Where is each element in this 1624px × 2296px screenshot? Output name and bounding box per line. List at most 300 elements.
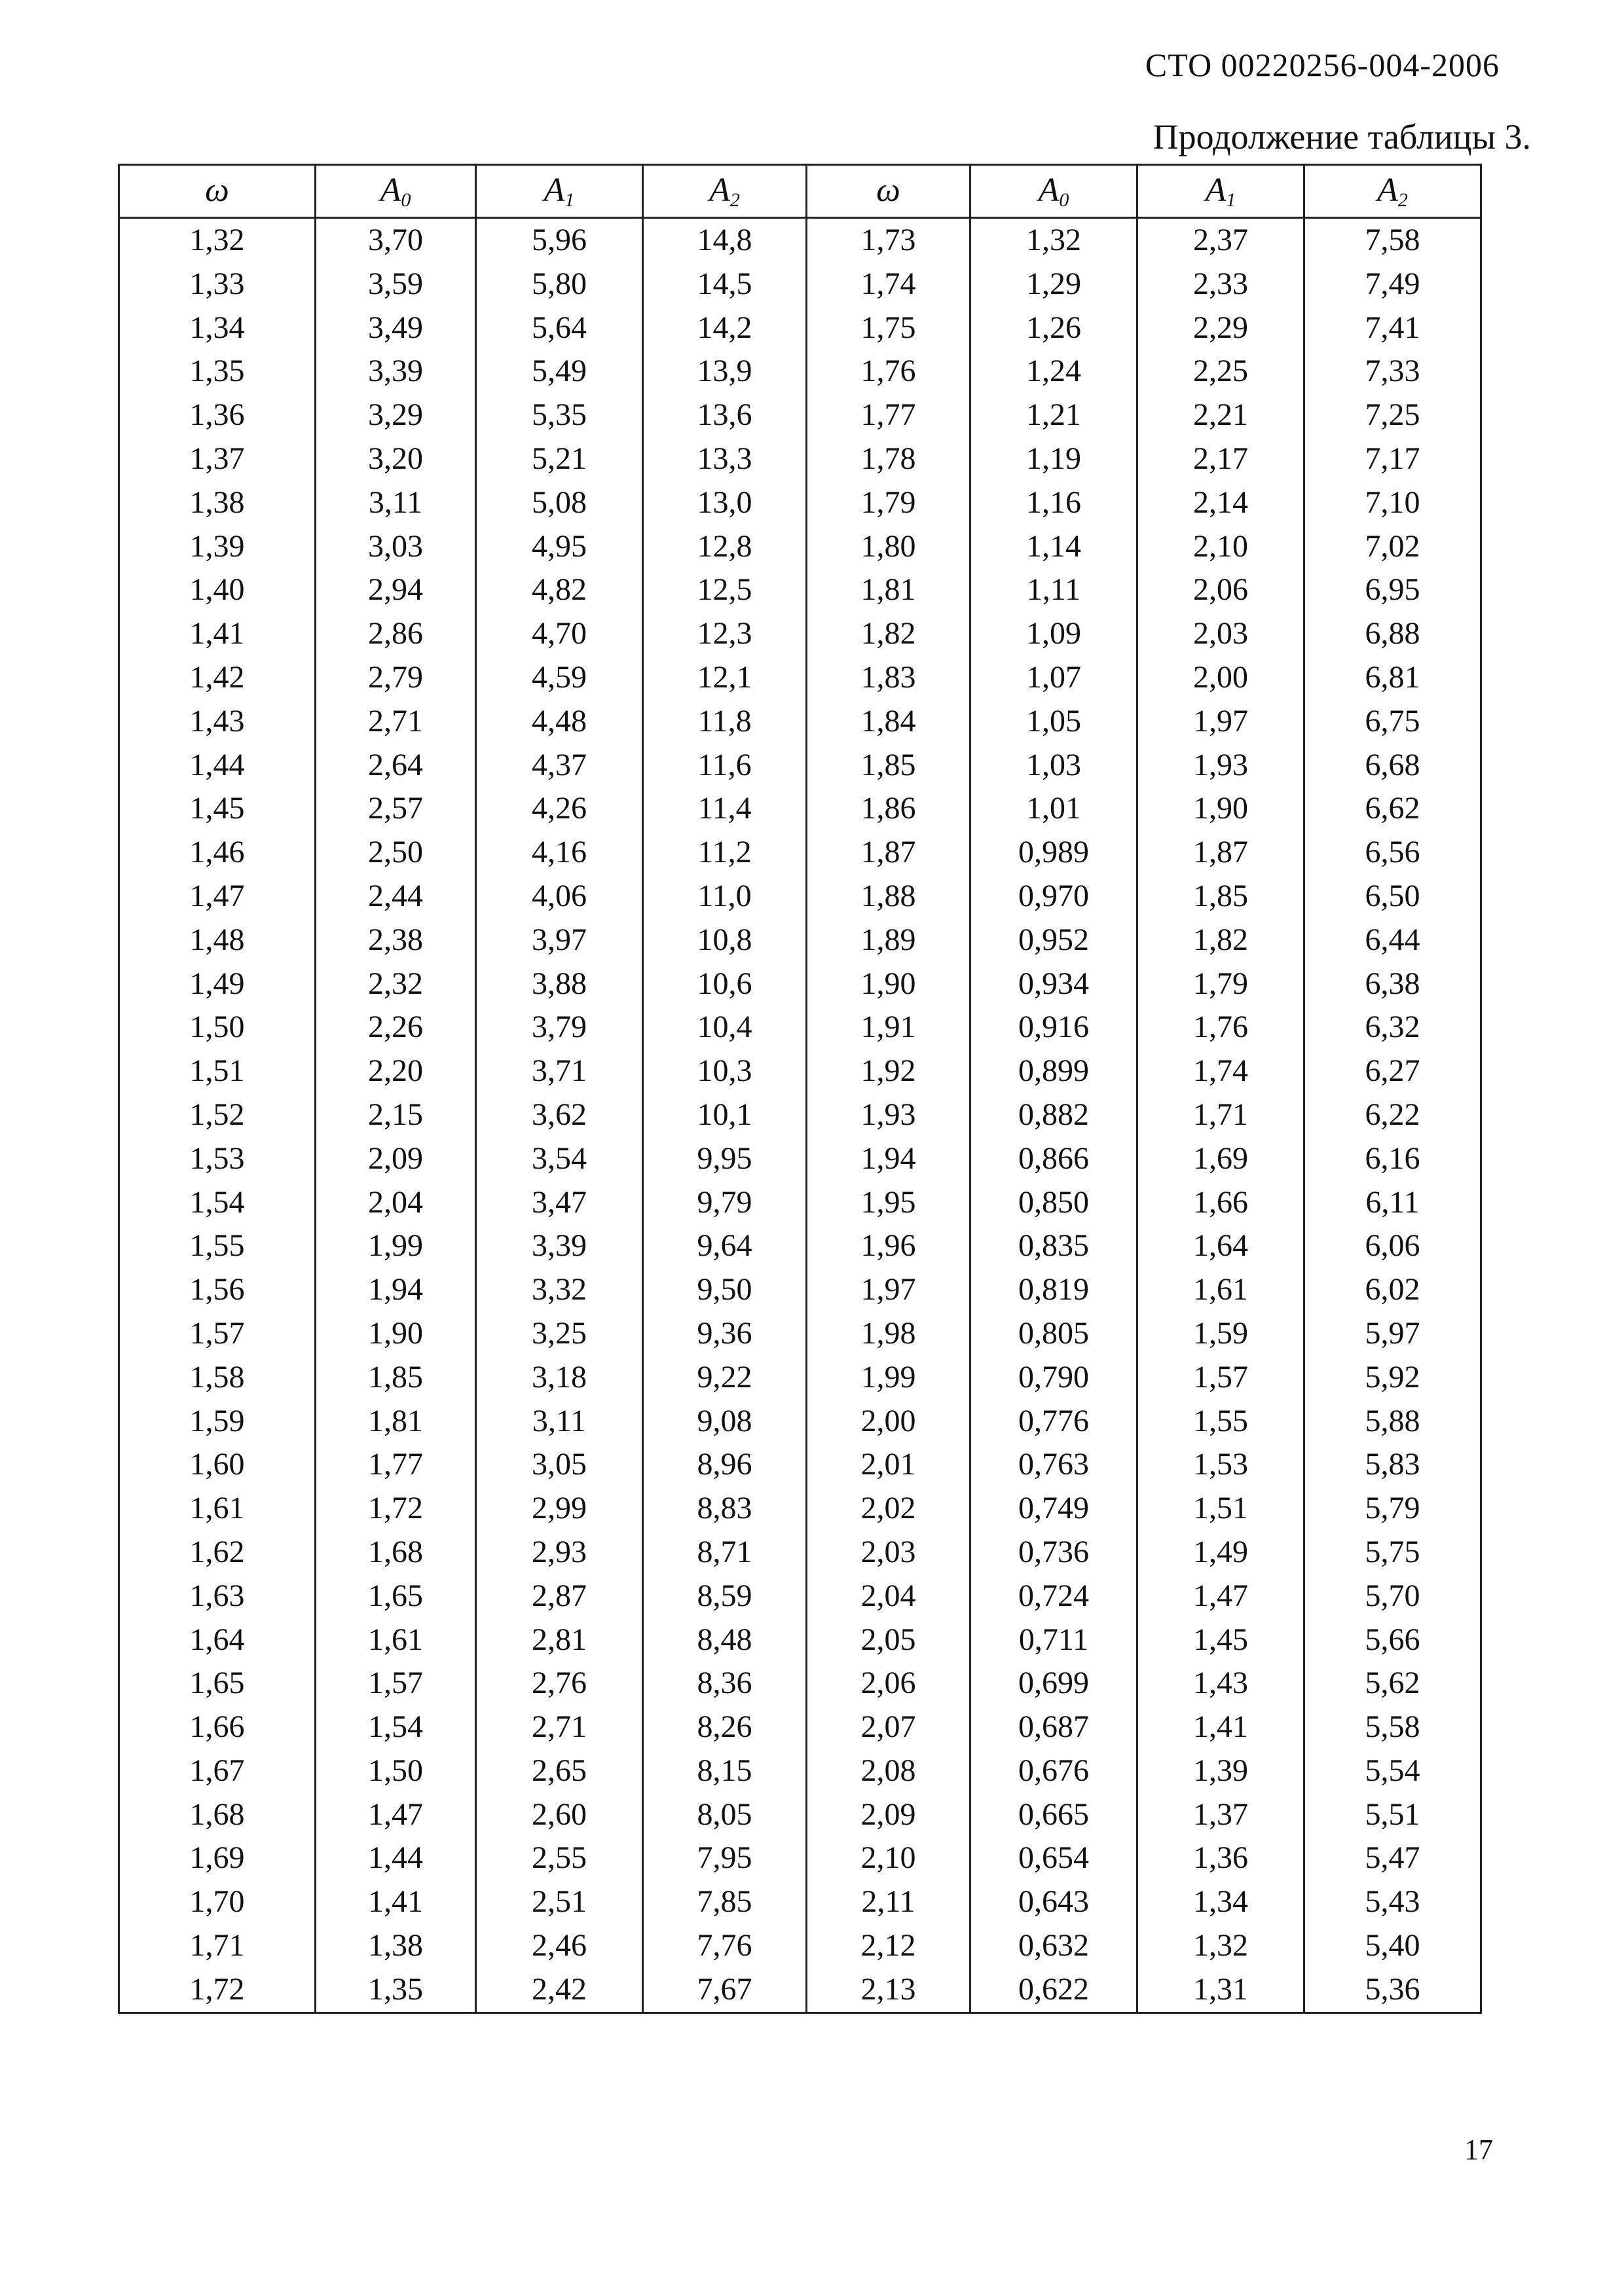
- table-cell: 1,69: [119, 1836, 316, 1880]
- table-row: [119, 1224, 1481, 1268]
- table-cell: 1,99: [807, 1356, 970, 1400]
- table-cell: 8,71: [643, 1531, 807, 1575]
- table-cell: 4,70: [476, 612, 643, 656]
- table-cell: 1,62: [119, 1531, 316, 1575]
- table-cell: 6,06: [1304, 1224, 1481, 1268]
- data-table: [118, 164, 1482, 2014]
- table-cell: 5,51: [1304, 1793, 1481, 1837]
- table-cell: 0,970: [970, 875, 1137, 919]
- table-row: [119, 1356, 1481, 1400]
- table-cell: 2,00: [1137, 656, 1304, 700]
- table-cell: 1,86: [807, 787, 970, 831]
- table-cell: 7,41: [1304, 306, 1481, 350]
- table-cell: 3,18: [476, 1356, 643, 1400]
- table-cell: 5,80: [476, 263, 643, 306]
- table-cell: 2,05: [807, 1618, 970, 1662]
- table-cell: 3,39: [476, 1224, 643, 1268]
- table-cell: 2,25: [1137, 350, 1304, 393]
- table-row: [119, 393, 1481, 437]
- table-cell: 9,79: [643, 1181, 807, 1225]
- table-cell: 1,55: [1137, 1400, 1304, 1444]
- table-cell: 1,32: [970, 218, 1137, 263]
- table-cell: 4,16: [476, 831, 643, 875]
- table-row: [119, 962, 1481, 1006]
- col-header-a2: $A_2$: [643, 165, 807, 218]
- table-cell: 1,39: [119, 525, 316, 569]
- table-row: [119, 656, 1481, 700]
- table-cell: 4,82: [476, 568, 643, 612]
- table-cell: 0,687: [970, 1705, 1137, 1749]
- table-cell: 7,10: [1304, 481, 1481, 525]
- table-cell: 4,95: [476, 525, 643, 569]
- table-cell: 1,68: [316, 1531, 476, 1575]
- table-cell: 2,12: [807, 1924, 970, 1968]
- table-cell: 1,49: [1137, 1531, 1304, 1575]
- table-row: [119, 919, 1481, 962]
- table-cell: 1,29: [970, 263, 1137, 306]
- table-cell: 0,622: [970, 1968, 1137, 2013]
- table-cell: 0,763: [970, 1443, 1137, 1487]
- table-cell: 1,77: [807, 393, 970, 437]
- table-cell: 1,89: [807, 919, 970, 962]
- table-row: [119, 1662, 1481, 1705]
- table-cell: 1,47: [316, 1793, 476, 1837]
- table-cell: 3,79: [476, 1006, 643, 1049]
- table-row: [119, 1880, 1481, 1924]
- table-cell: 1,80: [807, 525, 970, 569]
- table-cell: 9,64: [643, 1224, 807, 1268]
- table-cell: 2,10: [807, 1836, 970, 1880]
- table-cell: 6,38: [1304, 962, 1481, 1006]
- table-row: [119, 612, 1481, 656]
- table-cell: 2,15: [316, 1093, 476, 1137]
- table-cell: 3,11: [476, 1400, 643, 1444]
- table-row: [119, 1793, 1481, 1837]
- table-cell: 3,25: [476, 1312, 643, 1356]
- table-cell: 2,42: [476, 1968, 643, 2013]
- table-cell: 2,55: [476, 1836, 643, 1880]
- table-row: [119, 218, 1481, 263]
- table-cell: 1,59: [1137, 1312, 1304, 1356]
- table-cell: 6,68: [1304, 744, 1481, 788]
- table-cell: 1,32: [1137, 1924, 1304, 1968]
- table-cell: 2,07: [807, 1705, 970, 1749]
- table-row: [119, 1749, 1481, 1793]
- table-cell: 1,56: [119, 1268, 316, 1312]
- table-cell: 1,81: [316, 1400, 476, 1444]
- table-cell: 7,25: [1304, 393, 1481, 437]
- table-cell: 5,79: [1304, 1487, 1481, 1531]
- table-cell: 2,08: [807, 1749, 970, 1793]
- table-cell: 1,51: [119, 1049, 316, 1093]
- table-cell: 5,62: [1304, 1662, 1481, 1705]
- table-cell: 5,21: [476, 437, 643, 481]
- table-cell: 1,71: [1137, 1093, 1304, 1137]
- table-cell: 1,93: [1137, 744, 1304, 788]
- table-cell: 3,39: [316, 350, 476, 393]
- table-cell: 1,44: [316, 1836, 476, 1880]
- table-cell: 1,54: [316, 1705, 476, 1749]
- table-cell: 0,654: [970, 1836, 1137, 1880]
- table-cell: 2,11: [807, 1880, 970, 1924]
- table-cell: 0,934: [970, 962, 1137, 1006]
- table-cell: 1,57: [316, 1662, 476, 1705]
- table-cell: 10,4: [643, 1006, 807, 1049]
- table-cell: 13,3: [643, 437, 807, 481]
- table-cell: 9,50: [643, 1268, 807, 1312]
- table-cell: 3,59: [316, 263, 476, 306]
- table-cell: 8,48: [643, 1618, 807, 1662]
- table-cell: 2,17: [1137, 437, 1304, 481]
- table-cell: 1,50: [316, 1749, 476, 1793]
- table-cell: 5,58: [1304, 1705, 1481, 1749]
- table-cell: 2,01: [807, 1443, 970, 1487]
- table-cell: 12,1: [643, 656, 807, 700]
- table-row: [119, 1575, 1481, 1618]
- table-cell: 5,70: [1304, 1575, 1481, 1618]
- table-cell: 0,916: [970, 1006, 1137, 1049]
- table-cell: 2,09: [316, 1137, 476, 1181]
- table-cell: 1,68: [119, 1793, 316, 1837]
- table-cell: 0,866: [970, 1137, 1137, 1181]
- table-cell: 7,76: [643, 1924, 807, 1968]
- table-row: [119, 1006, 1481, 1049]
- table-cell: 0,665: [970, 1793, 1137, 1837]
- table-row: [119, 1312, 1481, 1356]
- table-cell: 1,21: [970, 393, 1137, 437]
- table-cell: 2,03: [807, 1531, 970, 1575]
- table-cell: 1,57: [119, 1312, 316, 1356]
- table-row: [119, 1268, 1481, 1312]
- table-cell: 8,36: [643, 1662, 807, 1705]
- table-row: [119, 700, 1481, 744]
- table-cell: 2,93: [476, 1531, 643, 1575]
- table-cell: 5,83: [1304, 1443, 1481, 1487]
- table-cell: 0,835: [970, 1224, 1137, 1268]
- table-cell: 5,97: [1304, 1312, 1481, 1356]
- table-cell: 14,5: [643, 263, 807, 306]
- table-row: [119, 437, 1481, 481]
- table-header-row: [119, 165, 1481, 218]
- table-cell: 2,44: [316, 875, 476, 919]
- table-cell: 1,66: [119, 1705, 316, 1749]
- table-cell: 1,41: [119, 612, 316, 656]
- table-cell: 2,50: [316, 831, 476, 875]
- table-cell: 1,83: [807, 656, 970, 700]
- table-cell: 2,99: [476, 1487, 643, 1531]
- table-cell: 4,06: [476, 875, 643, 919]
- table-cell: 1,67: [119, 1749, 316, 1793]
- table-cell: 10,3: [643, 1049, 807, 1093]
- page-number: 17: [1464, 2134, 1493, 2166]
- table-cell: 3,03: [316, 525, 476, 569]
- table-cell: 1,38: [119, 481, 316, 525]
- table-cell: 1,47: [1137, 1575, 1304, 1618]
- table-cell: 1,90: [1137, 787, 1304, 831]
- table-cell: 0,850: [970, 1181, 1137, 1225]
- table-cell: 1,96: [807, 1224, 970, 1268]
- table-cell: 1,16: [970, 481, 1137, 525]
- table-cell: 0,790: [970, 1356, 1137, 1400]
- table-cell: 2,00: [807, 1400, 970, 1444]
- table-cell: 8,59: [643, 1575, 807, 1618]
- table-cell: 1,43: [1137, 1662, 1304, 1705]
- table-cell: 2,02: [807, 1487, 970, 1531]
- table-row: [119, 1137, 1481, 1181]
- table-row: [119, 744, 1481, 788]
- table-cell: 1,76: [1137, 1006, 1304, 1049]
- table-cell: 1,74: [807, 263, 970, 306]
- table-cell: 1,33: [119, 263, 316, 306]
- table-row: [119, 568, 1481, 612]
- table-cell: 6,75: [1304, 700, 1481, 744]
- table-cell: 12,3: [643, 612, 807, 656]
- table-cell: 1,59: [119, 1400, 316, 1444]
- table-cell: 6,50: [1304, 875, 1481, 919]
- table-cell: 2,87: [476, 1575, 643, 1618]
- table-row: [119, 831, 1481, 875]
- table-cell: 1,94: [316, 1268, 476, 1312]
- table-row: [119, 875, 1481, 919]
- table-cell: 1,78: [807, 437, 970, 481]
- table-row: [119, 350, 1481, 393]
- table-cell: 5,66: [1304, 1618, 1481, 1662]
- table-cell: 1,54: [119, 1181, 316, 1225]
- table-cell: 9,22: [643, 1356, 807, 1400]
- table-cell: 3,11: [316, 481, 476, 525]
- table-cell: 1,51: [1137, 1487, 1304, 1531]
- table-cell: 1,76: [807, 350, 970, 393]
- table-cell: 1,35: [119, 350, 316, 393]
- table-cell: 1,14: [970, 525, 1137, 569]
- table-cell: 1,46: [119, 831, 316, 875]
- table-cell: 10,1: [643, 1093, 807, 1137]
- table-row: [119, 481, 1481, 525]
- table-cell: 2,10: [1137, 525, 1304, 569]
- table-cell: 1,41: [1137, 1705, 1304, 1749]
- table-cell: 2,06: [1137, 568, 1304, 612]
- table-cell: 0,805: [970, 1312, 1137, 1356]
- table-cell: 0,882: [970, 1093, 1137, 1137]
- table-cell: 5,96: [476, 218, 643, 263]
- table-cell: 1,11: [970, 568, 1137, 612]
- table-cell: 0,776: [970, 1400, 1137, 1444]
- table-cell: 2,65: [476, 1749, 643, 1793]
- table-cell: 1,61: [316, 1618, 476, 1662]
- table-cell: 1,53: [119, 1137, 316, 1181]
- table-cell: 1,75: [807, 306, 970, 350]
- table-cell: 1,97: [807, 1268, 970, 1312]
- table-cell: 1,36: [1137, 1836, 1304, 1880]
- table-cell: 1,88: [807, 875, 970, 919]
- table-row: [119, 1049, 1481, 1093]
- table-cell: 3,20: [316, 437, 476, 481]
- table-cell: 0,736: [970, 1531, 1137, 1575]
- table-cell: 6,44: [1304, 919, 1481, 962]
- table-cell: 7,85: [643, 1880, 807, 1924]
- table-cell: 11,4: [643, 787, 807, 831]
- col-header-a1-2: $A_1$: [1137, 165, 1304, 218]
- col-header-omega-2: ω: [807, 165, 970, 218]
- table-cell: 1,97: [1137, 700, 1304, 744]
- table-cell: 1,39: [1137, 1749, 1304, 1793]
- table-row: [119, 1487, 1481, 1531]
- table-cell: 1,74: [1137, 1049, 1304, 1093]
- table-cell: 2,04: [807, 1575, 970, 1618]
- table-cell: 5,92: [1304, 1356, 1481, 1400]
- col-header-a2-2: $A_2$: [1304, 165, 1481, 218]
- table-cell: 9,95: [643, 1137, 807, 1181]
- table-cell: 7,49: [1304, 263, 1481, 306]
- table-cell: 2,86: [316, 612, 476, 656]
- table-cell: 1,64: [119, 1618, 316, 1662]
- table-cell: 1,03: [970, 744, 1137, 788]
- table-cell: 3,49: [316, 306, 476, 350]
- table-cell: 1,31: [1137, 1968, 1304, 2013]
- table-cell: 1,37: [119, 437, 316, 481]
- table-row: [119, 1400, 1481, 1444]
- table-cell: 1,73: [807, 218, 970, 263]
- table-cell: 1,82: [807, 612, 970, 656]
- table-row: [119, 1093, 1481, 1137]
- table-cell: 1,07: [970, 656, 1137, 700]
- table-cell: 6,81: [1304, 656, 1481, 700]
- table-cell: 6,32: [1304, 1006, 1481, 1049]
- table-cell: 1,99: [316, 1224, 476, 1268]
- table-cell: 1,19: [970, 437, 1137, 481]
- table-cell: 2,37: [1137, 218, 1304, 263]
- table-cell: 4,48: [476, 700, 643, 744]
- table-cell: 3,71: [476, 1049, 643, 1093]
- table-cell: 7,02: [1304, 525, 1481, 569]
- table-cell: 1,81: [807, 568, 970, 612]
- table-cell: 1,70: [119, 1880, 316, 1924]
- table-cell: 2,06: [807, 1662, 970, 1705]
- table-cell: 2,04: [316, 1181, 476, 1225]
- table-cell: 1,98: [807, 1312, 970, 1356]
- table-cell: 1,65: [316, 1575, 476, 1618]
- table-cell: 8,05: [643, 1793, 807, 1837]
- table-cell: 1,40: [119, 568, 316, 612]
- table-cell: 5,88: [1304, 1400, 1481, 1444]
- table-cell: 1,72: [316, 1487, 476, 1531]
- table-cell: 8,83: [643, 1487, 807, 1531]
- table-cell: 9,08: [643, 1400, 807, 1444]
- table-cell: 1,95: [807, 1181, 970, 1225]
- table-row: [119, 525, 1481, 569]
- table-cell: 5,54: [1304, 1749, 1481, 1793]
- table-cell: 6,88: [1304, 612, 1481, 656]
- table-cell: 6,22: [1304, 1093, 1481, 1137]
- table-cell: 0,989: [970, 831, 1137, 875]
- table-cell: 5,43: [1304, 1880, 1481, 1924]
- table-cell: 10,8: [643, 919, 807, 962]
- table-cell: 11,6: [643, 744, 807, 788]
- table-cell: 1,61: [1137, 1268, 1304, 1312]
- table-cell: 1,92: [807, 1049, 970, 1093]
- table-cell: 2,20: [316, 1049, 476, 1093]
- col-header-omega: ω: [119, 165, 316, 218]
- table-cell: 1,57: [1137, 1356, 1304, 1400]
- table-cell: 1,63: [119, 1575, 316, 1618]
- table-cell: 5,36: [1304, 1968, 1481, 2013]
- table-cell: 3,54: [476, 1137, 643, 1181]
- table-cell: 5,49: [476, 350, 643, 393]
- table-cell: 1,79: [1137, 962, 1304, 1006]
- table-cell: 1,82: [1137, 919, 1304, 962]
- table-cell: 6,95: [1304, 568, 1481, 612]
- table-cell: 1,45: [1137, 1618, 1304, 1662]
- col-header-a0-2: $A_0$: [970, 165, 1137, 218]
- table-cell: 1,45: [119, 787, 316, 831]
- table-cell: 1,77: [316, 1443, 476, 1487]
- table-cell: 2,03: [1137, 612, 1304, 656]
- table-row: [119, 787, 1481, 831]
- table-cell: 3,32: [476, 1268, 643, 1312]
- table-cell: 1,52: [119, 1093, 316, 1137]
- table-cell: 6,02: [1304, 1268, 1481, 1312]
- table-cell: 2,32: [316, 962, 476, 1006]
- table-cell: 12,5: [643, 568, 807, 612]
- table-cell: 1,49: [119, 962, 316, 1006]
- table-cell: 2,79: [316, 656, 476, 700]
- table-cell: 1,66: [1137, 1181, 1304, 1225]
- document-code: СТО 00220256-004-2006: [1145, 46, 1500, 83]
- table-cell: 0,724: [970, 1575, 1137, 1618]
- table-cell: 0,711: [970, 1618, 1137, 1662]
- table-cell: 1,94: [807, 1137, 970, 1181]
- table-cell: 1,91: [807, 1006, 970, 1049]
- table-cell: 0,643: [970, 1880, 1137, 1924]
- table-row: [119, 306, 1481, 350]
- table-cell: 2,29: [1137, 306, 1304, 350]
- table-cell: 5,64: [476, 306, 643, 350]
- table-cell: 1,44: [119, 744, 316, 788]
- table-cell: 12,8: [643, 525, 807, 569]
- table-cell: 11,2: [643, 831, 807, 875]
- table-cell: 3,29: [316, 393, 476, 437]
- table-cell: 2,21: [1137, 393, 1304, 437]
- table-cell: 9,36: [643, 1312, 807, 1356]
- table-row: [119, 1968, 1481, 2013]
- table-cell: 1,41: [316, 1880, 476, 1924]
- table-cell: 2,26: [316, 1006, 476, 1049]
- table-cell: 2,57: [316, 787, 476, 831]
- table-cell: 1,85: [316, 1356, 476, 1400]
- table-cell: 1,84: [807, 700, 970, 744]
- table-cell: 2,13: [807, 1968, 970, 2013]
- table-cell: 0,749: [970, 1487, 1137, 1531]
- table-cell: 1,05: [970, 700, 1137, 744]
- table-cell: 2,71: [316, 700, 476, 744]
- table-cell: 3,62: [476, 1093, 643, 1137]
- table-cell: 1,34: [119, 306, 316, 350]
- table-cell: 5,35: [476, 393, 643, 437]
- table-cell: 0,676: [970, 1749, 1137, 1793]
- table-cell: 1,64: [1137, 1224, 1304, 1268]
- table-row: [119, 1705, 1481, 1749]
- table-body: [119, 218, 1481, 2013]
- table-cell: 5,08: [476, 481, 643, 525]
- table-cell: 11,8: [643, 700, 807, 744]
- table-cell: 14,8: [643, 218, 807, 263]
- table-cell: 1,93: [807, 1093, 970, 1137]
- table-cell: 6,56: [1304, 831, 1481, 875]
- table-cell: 2,09: [807, 1793, 970, 1837]
- table-cell: 5,40: [1304, 1924, 1481, 1968]
- table-cell: 1,24: [970, 350, 1137, 393]
- table-cell: 1,53: [1137, 1443, 1304, 1487]
